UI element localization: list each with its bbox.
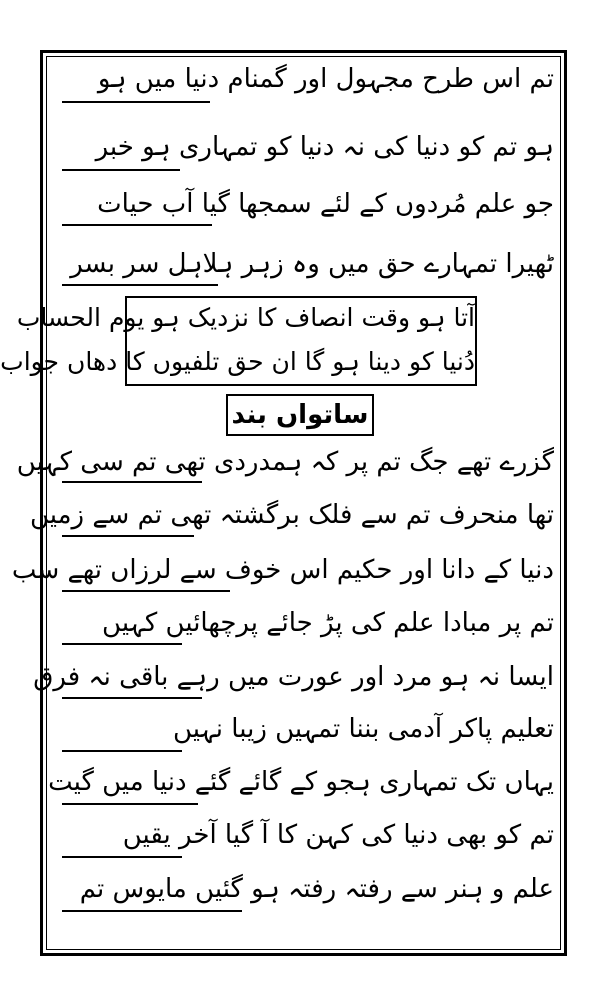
verse-rule xyxy=(62,697,202,699)
couplet-box xyxy=(0,296,477,386)
verse-line: تم کو بھی دنیا کی کہن کا آ گیا آخر یقیں xyxy=(122,820,554,850)
verse-line: تعلیم پاکر آدمی بننا تمہیں زیبا نہیں xyxy=(172,714,554,744)
verse-line: تھا منحرف تم سے فلک برگشتہ تھی تم سے زمیں xyxy=(29,500,554,530)
verse-rule xyxy=(62,910,242,912)
verse-line: علم و ہنر سے رفتہ رفتہ ہو گئیں مایوس تم xyxy=(79,874,554,904)
verse-line: جو علم مُردوں کے لئے سمجھا گیا آب حیات xyxy=(97,189,554,219)
couplet-line: آتا ہو وقت انصاف کا نزدیک ہو یوم الحساب xyxy=(16,303,475,332)
verse-rule xyxy=(62,481,202,483)
verse-line: ٹھیرا تمہارے حق میں وہ زہر ہلاہل سر بسر xyxy=(70,249,554,279)
verse-rule xyxy=(62,590,230,592)
verse-line: دنیا کے دانا اور حکیم اس خوف سے لرزاں تھے سب xyxy=(11,555,554,585)
couplet-line: دُنیا کو دینا ہو گا ان حق تلفیوں کا دھاں جواب xyxy=(0,347,475,376)
verse-rule xyxy=(62,803,198,805)
verse-rule xyxy=(62,101,210,103)
section-heading: ساتواں بند xyxy=(226,394,374,436)
verse-rule xyxy=(62,750,182,752)
verse-line: ایسا نہ ہو مرد اور عورت میں رہے باقی نہ فرق xyxy=(33,662,554,692)
verse-rule xyxy=(62,169,180,171)
verse-rule xyxy=(62,856,182,858)
verse-rule xyxy=(62,284,218,286)
verse-line: ہو تم کو دنیا کی نہ دنیا کو تمہاری ہو خبر xyxy=(95,132,554,162)
verse-rule xyxy=(62,535,194,537)
verse-line: گزرے تھے جگ تم پر کہ ہمدردی تھی تم سی کہیں xyxy=(16,447,554,477)
verse-rule xyxy=(62,643,182,645)
verse-rule xyxy=(62,224,212,226)
verse-line: یہاں تک تمہاری ہجو کے گائے گئے دنیا میں گیت xyxy=(48,767,554,797)
verse-line: تم پر مبادا علم کی پڑ جائے پرچھائیں کہیں xyxy=(102,608,554,638)
verse-line: تم اس طرح مجہول اور گمنام دنیا میں ہو xyxy=(97,64,554,94)
